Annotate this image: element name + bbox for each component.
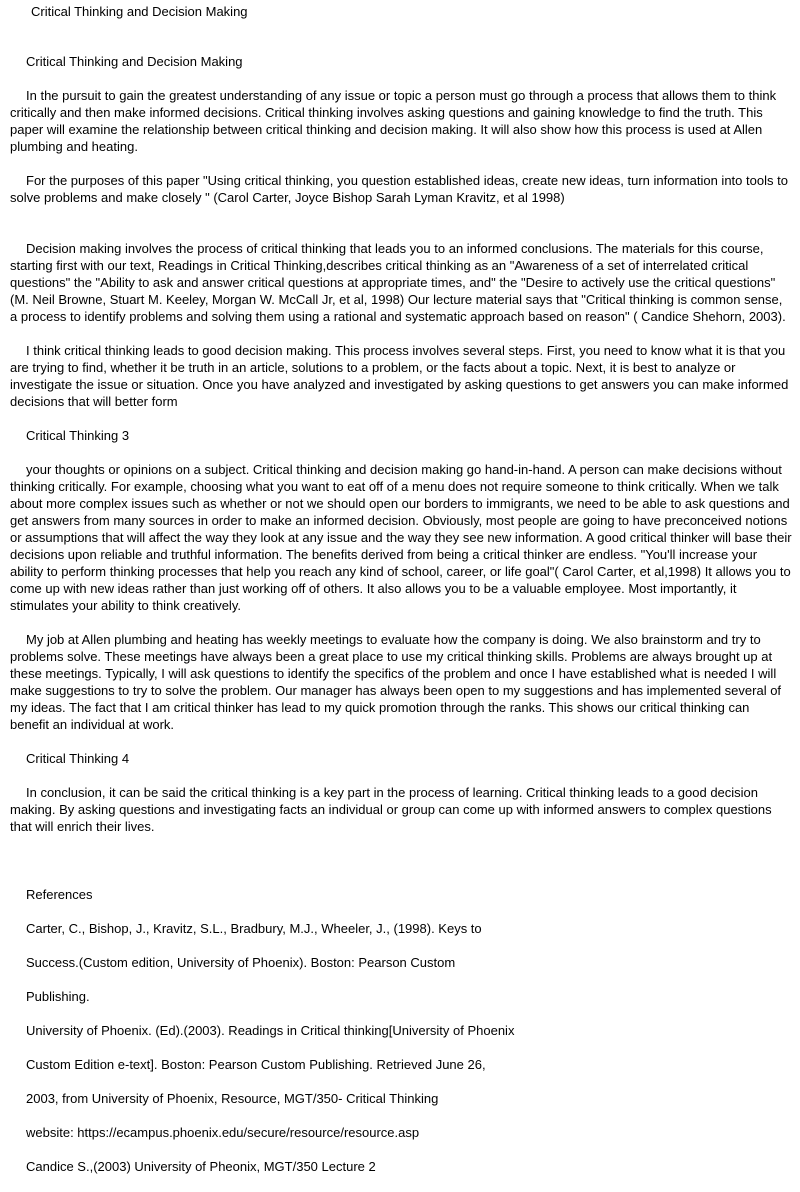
page-header-4: Critical Thinking 4 [26,751,130,766]
reference-line: Custom Edition e-text]. Boston: Pearson Custom Publishing. Retrieved June 26, [26,1057,486,1072]
paragraph-steps: I think critical thinking leads to good decision making. This process involves several steps. First, you need to know what it is that you are trying to find, whether it be truth in an article, solutions to a problem, or the facts about a topic. Next, it is best to analyze or investigate the issue or situation. Once you have analyzed and investigated by asking questions to get answers you can make informed decisions that will better form [10,343,789,409]
paragraph-opinions: your thoughts or opinions on a subject. Critical thinking and decision making go hand-in-hand. A person can make decisions without thinking critically. For example, choosing what you want to eat off of a menu does not require someone to think critically. When we talk about more complex issues such as whether or not we should open our borders to immigrants, we need to be able to ask questions and get answers from many sources in order to make an informed decision. Obviously, most people are going to have preconceived notions or assumptions that will affect the way they look at any issue and the way they see new information. A good critical thinker will base their decisions upon reliable and truthful information. The benefits derived from being a critical thinker are endless. "You'll increase your ability to perform thinking processes that help you reach any kind of school, career, or life goal"( Carol Carter, et al,1998) It allows you to come up with new ideas rather than just working off of others. It also allows you to be a valuable employee. Most importantly, it stimulates your ability to think creatively. [10,462,792,613]
reference-line: Carter, C., Bishop, J., Kravitz, S.L., Bradbury, M.J., Wheeler, J., (1998). Keys to [26,921,482,936]
paragraph-definition: For the purposes of this paper "Using critical thinking, you question established ideas, create new ideas, turn information into tools to solve problems and make closely " (Carol Carter, Joyce Bishop Sarah Lyman Kravitz, et al 1998) [10,173,788,205]
essay-heading: Critical Thinking and Decision Making [26,54,243,69]
reference-line: Publishing. [26,989,90,1004]
paragraph-intro: In the pursuit to gain the greatest understanding of any issue or topic a person must go through a process that allows them to think critically and then make informed decisions. Critical thinking involves asking questions and gaining knowledge to find the truth. This paper will examine the relationship between critical thinking and decision making. It will also show how this process is used at Allen plumbing and heating. [10,88,777,154]
paragraph-conclusion: In conclusion, it can be said the critical thinking is a key part in the process of learning. Critical thinking leads to a good decision making. By asking questions and investigating facts an individual or group can come up with informed answers to complex questions that will enrich their lives. [10,785,772,834]
document-top-title: Critical Thinking and Decision Making [31,4,248,19]
reference-line: Candice S.,(2003) University of Pheonix, MGT/350 Lecture 2 [26,1159,376,1174]
references-section [26,886,786,1192]
paragraph-decision-making: Decision making involves the process of critical thinking that leads you to an informed conclusions. The materials for this course, starting first with our text, Readings in Critical Thinking,describes critical thinking as an "Awareness of a set of interrelated critical questions" the "Ability to ask and answer critical questions at appropriate times, and" the "Desire to actively use the critical questions"(M. Neil Browne, Stuart M. Keeley, Morgan W. McCall Jr, et al, 1998) Our lecture material says that "Critical thinking is common sense, a process to identify problems and solving them using a rational and systematic approach based on reason" ( Candice Shehorn, 2003). [10,241,786,324]
reference-line: Success.(Custom edition, University of Phoenix). Boston: Pearson Custom [26,955,456,970]
reference-line: website: https://ecampus.phoenix.edu/secure/resource/resource.asp [26,1125,420,1140]
page-header-3: Critical Thinking 3 [26,428,130,443]
paragraph-job: My job at Allen plumbing and heating has weekly meetings to evaluate how the company is doing. We also brainstorm and try to problems solve. These meetings have always been a great place to use my critical thinking skills. Problems are always brought up at these meetings. Typically, I will ask questions to identify the specifics of the problem and once I have established what is needed I will make suggestions to try to solve the problem. Our manager has always been open to my suggestions and has implemented several of my ideas. The fact that I am critical thinker has lead to my quick promotion through the ranks. This shows our critical thinking can benefit an individual at work. [10,632,782,732]
references-heading: References [26,887,93,902]
essay-body [10,53,792,835]
reference-line: University of Phoenix. (Ed).(2003). Readings in Critical thinking[University of Phoenix [26,1023,515,1038]
reference-line: 2003, from University of Phoenix, Resource, MGT/350- Critical Thinking [26,1091,439,1106]
